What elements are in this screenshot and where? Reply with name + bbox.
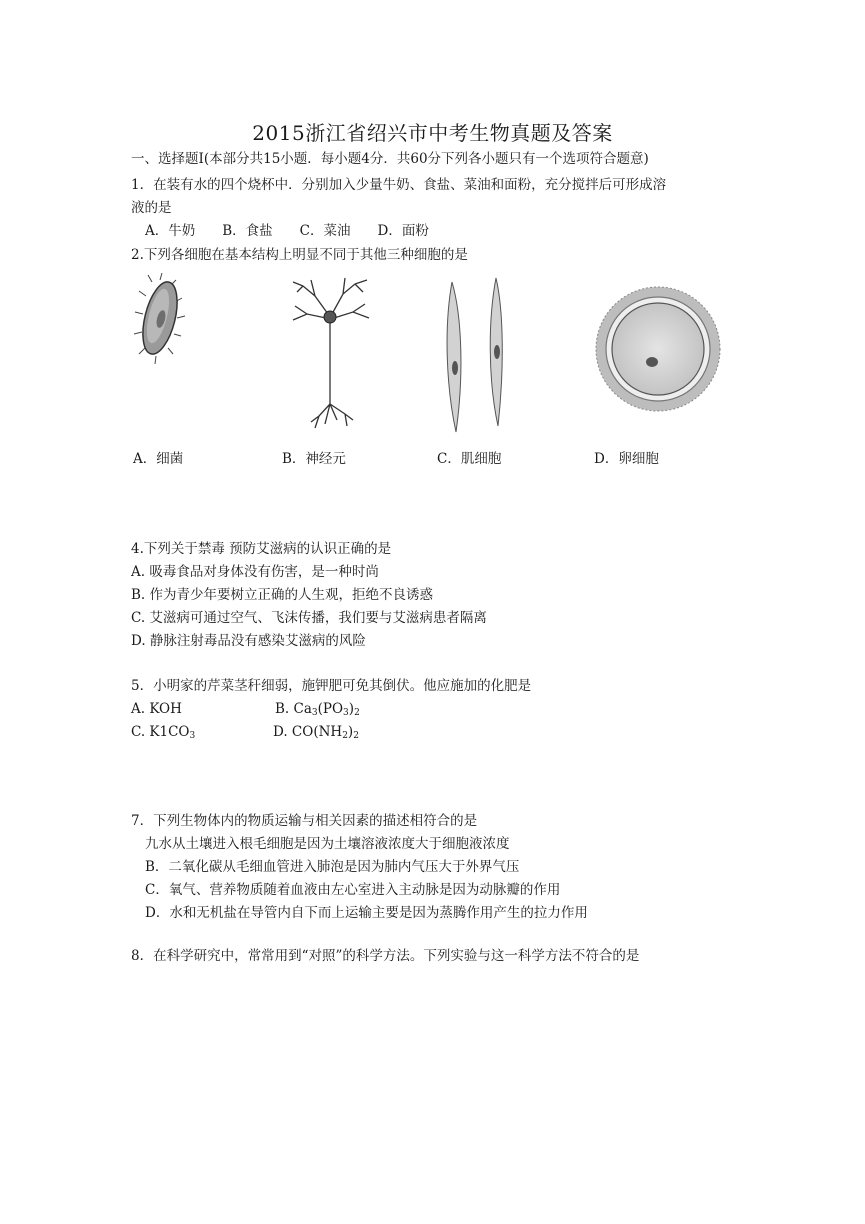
q7-option-c: C．氧气、营养物质随着血液由左心室进入主动脉是因为动脉瓣的作用 (145, 882, 561, 898)
bacterium-image (130, 272, 192, 368)
q4-stem: 4.下列关于禁毒 预防艾滋病的认识正确的是 (131, 541, 392, 557)
q5-option-a: A. KOH (131, 701, 182, 717)
q2-option-c: C．肌细胞 (437, 451, 502, 467)
section-heading: 一、选择题Ⅰ(本部分共15小题．每小题4分．共60分下列各小题只有一个选项符合题意) (131, 151, 649, 167)
q5-stem: 5．小明家的芹菜茎秆细弱，施钾肥可免其倒伏。他应施加的化肥是 (131, 678, 532, 694)
q7-option-b: B．二氧化碳从毛细血管进入肺泡是因为肺内气压大于外界气压 (145, 859, 520, 875)
q1-stem-line2: 液的是 (131, 200, 172, 216)
page-title: 2015浙江省绍兴市中考生物真题及答案 (252, 121, 613, 145)
q2-stem: 2.下列各细胞在基本结构上明显不同于其他三种细胞的是 (131, 247, 468, 263)
q7-option-a: 九水从土壤进入根毛细胞是因为土壤溶液浓度大于细胞液浓度 (145, 836, 510, 852)
q8-stem: 8．在科学研究中，常常用到“对照”的科学方法。下列实验与这一科学方法不符合的是 (131, 948, 640, 964)
q2-option-a: A．细菌 (133, 451, 184, 467)
q7-stem: 7．下列生物体内的物质运输与相关因素的描述相符合的是 (131, 813, 478, 829)
q4-option-c: C. 艾滋病可通过空气、飞沫传播，我们要与艾滋病患者隔离 (131, 610, 487, 626)
q2-option-b: B．神经元 (282, 451, 346, 467)
q1-options: A．牛奶 B．食盐 C．菜油 D．面粉 (145, 223, 429, 239)
q5-option-b: B. $Ca_3(PO_3)_2$ (275, 701, 360, 718)
neuron-image (285, 274, 375, 434)
q2-option-d: D．卵细胞 (594, 451, 659, 467)
q5-option-d: D. $CO(NH_2)_2$ (273, 724, 359, 741)
q7-option-d: D．水和无机盐在导管内自下而上运输主要是因为蒸腾作用产生的拉力作用 (145, 905, 588, 921)
egg-cell-image (592, 284, 724, 414)
q4-option-a: A. 吸毒食品对身体没有伤害，是一种时尚 (131, 564, 379, 580)
muscle-cell-image (438, 276, 514, 436)
q4-option-b: B. 作为青少年要树立正确的人生观，拒绝不良诱惑 (131, 587, 434, 603)
q4-option-d: D. 静脉注射毒品没有感染艾滋病的风险 (131, 633, 366, 649)
q1-stem-line1: 1．在装有水的四个烧杯中．分别加入少量牛奶、食盐、菜油和面粉，充分搅拌后可形成溶 (131, 177, 667, 193)
q5-option-c: C. $K1CO_3$ (131, 724, 196, 741)
